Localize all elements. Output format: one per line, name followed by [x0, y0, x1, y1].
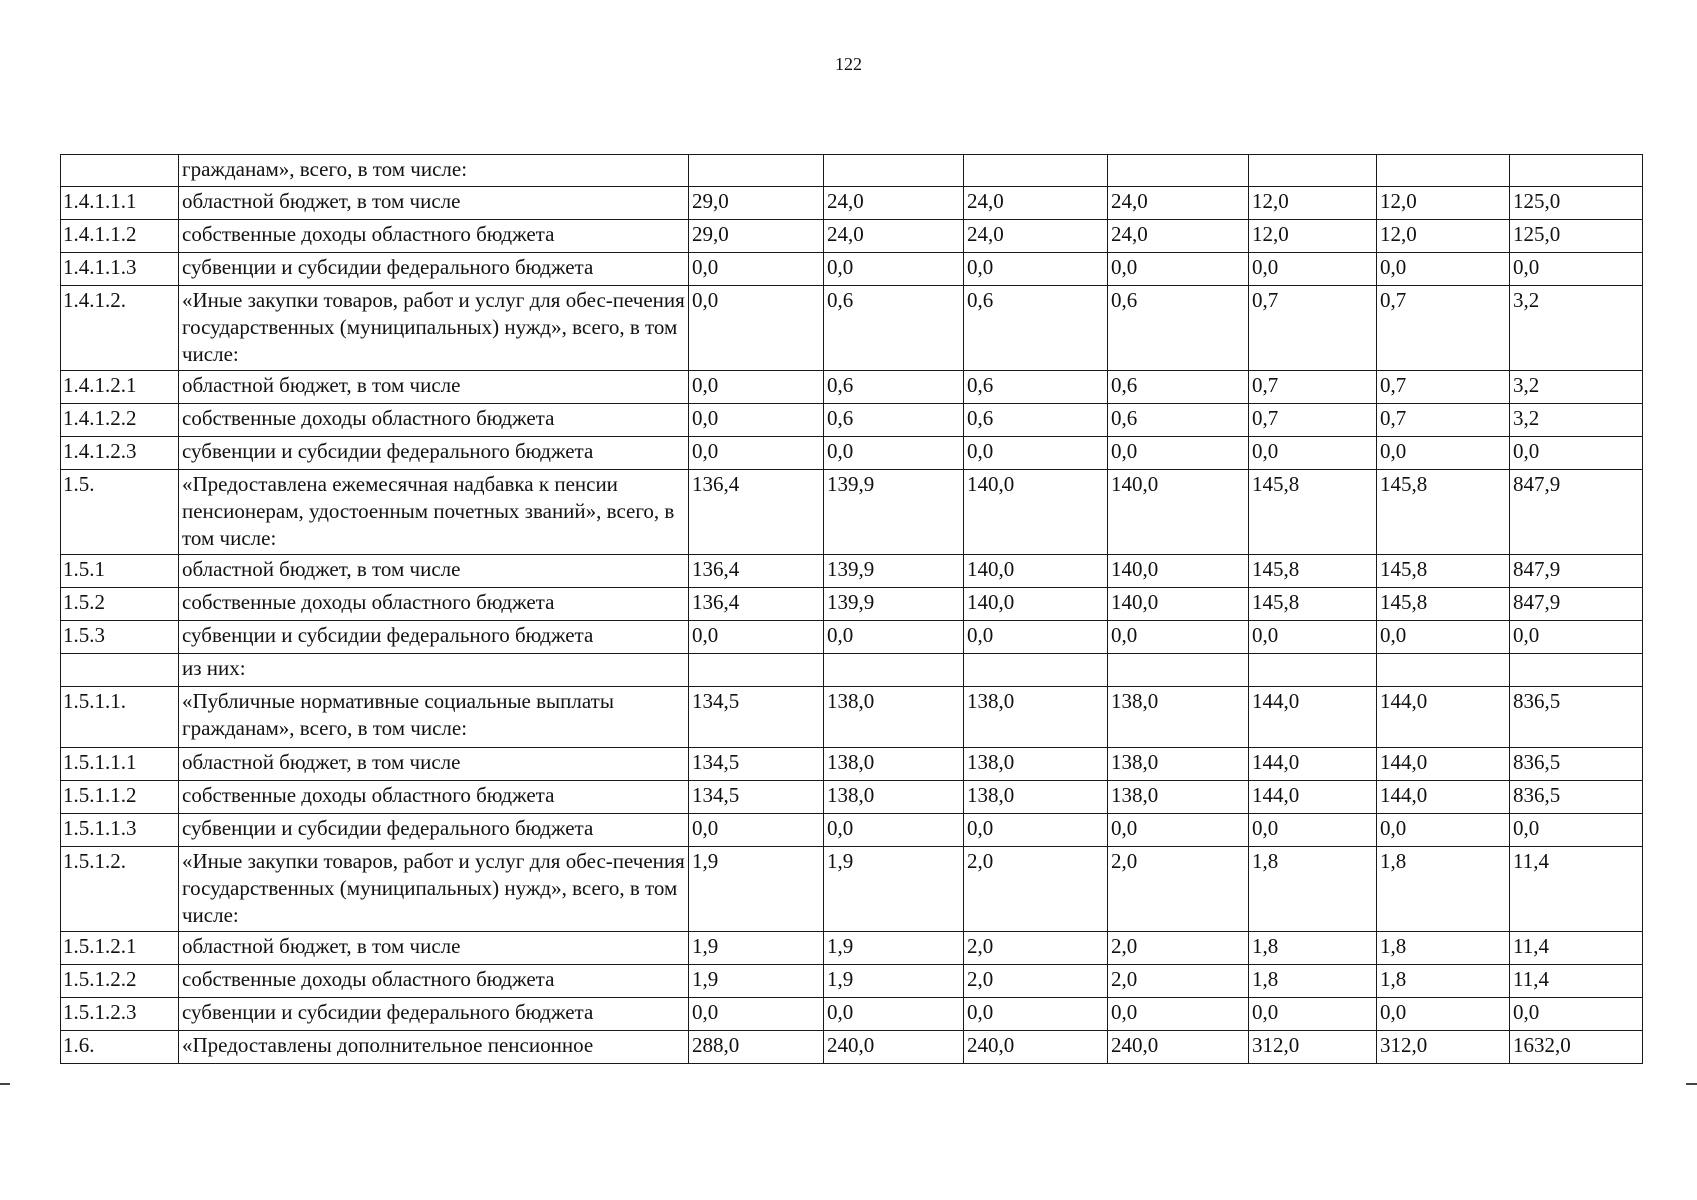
- table-row: [61, 1031, 1643, 1064]
- value-cell: 1,9: [689, 965, 824, 998]
- value-cell: 0,0: [689, 371, 824, 404]
- value-cell: 0,0: [964, 998, 1108, 1031]
- value-cell: 1,8: [1377, 847, 1510, 932]
- row-code: 1.5.1.2.: [61, 847, 179, 932]
- value-cell: 125,0: [1510, 187, 1643, 220]
- value-cell: 0,0: [689, 253, 824, 286]
- row-code: 1.5.1.1.: [61, 687, 179, 748]
- value-cell: 0,0: [1377, 814, 1510, 847]
- value-cell: 1,9: [824, 965, 964, 998]
- left-margin-mark: [0, 1083, 10, 1085]
- value-cell: 1,8: [1377, 932, 1510, 965]
- row-code: 1.6.: [61, 1031, 179, 1064]
- value-cell: 0,0: [1510, 621, 1643, 654]
- row-description: «Предоставлены дополнительное пенсионное: [179, 1031, 689, 1064]
- value-cell: 12,0: [1249, 220, 1377, 253]
- row-description: областной бюджет, в том числе: [179, 932, 689, 965]
- row-code: 1.5.: [61, 470, 179, 555]
- value-cell: 140,0: [964, 555, 1108, 588]
- value-cell: 0,0: [689, 814, 824, 847]
- value-cell: 0,6: [1108, 371, 1249, 404]
- table-body: [61, 155, 1643, 1064]
- value-cell: 0,0: [1249, 814, 1377, 847]
- value-cell: 24,0: [824, 187, 964, 220]
- table-row: [61, 748, 1643, 781]
- value-cell: 29,0: [689, 187, 824, 220]
- value-cell: 145,8: [1249, 588, 1377, 621]
- row-code: 1.5.1.1.1: [61, 748, 179, 781]
- value-cell: 134,5: [689, 781, 824, 814]
- row-description: субвенции и субсидии федерального бюджета: [179, 437, 689, 470]
- value-cell: 0,0: [1510, 998, 1643, 1031]
- row-description: собственные доходы областного бюджета: [179, 781, 689, 814]
- value-cell: 140,0: [1108, 470, 1249, 555]
- row-code: 1.5.1.2.1: [61, 932, 179, 965]
- value-cell: 240,0: [824, 1031, 964, 1064]
- row-code: 1.5.1: [61, 555, 179, 588]
- value-cell: 12,0: [1377, 187, 1510, 220]
- value-cell: 0,0: [824, 253, 964, 286]
- value-cell: 0,6: [964, 286, 1108, 371]
- row-code: [61, 654, 179, 687]
- value-cell: 138,0: [964, 687, 1108, 748]
- row-description: «Иные закупки товаров, работ и услуг для обес-печения государственных (муниципальных) нужд», всего, в том числе:: [179, 847, 689, 932]
- value-cell: 12,0: [1377, 220, 1510, 253]
- value-cell: 24,0: [964, 220, 1108, 253]
- table-row: [61, 286, 1643, 371]
- row-description: областной бюджет, в том числе: [179, 555, 689, 588]
- value-cell: 2,0: [1108, 932, 1249, 965]
- page-number: 122: [835, 54, 862, 74]
- value-cell: 24,0: [1108, 187, 1249, 220]
- value-cell: 2,0: [1108, 847, 1249, 932]
- row-description: собственные доходы областного бюджета: [179, 965, 689, 998]
- value-cell: 0,7: [1249, 371, 1377, 404]
- value-cell: [1249, 654, 1377, 687]
- value-cell: 1,9: [824, 847, 964, 932]
- row-code: 1.5.3: [61, 621, 179, 654]
- value-cell: [1377, 155, 1510, 187]
- value-cell: 3,2: [1510, 286, 1643, 371]
- row-code: 1.5.1.1.2: [61, 781, 179, 814]
- value-cell: 144,0: [1377, 781, 1510, 814]
- value-cell: 145,8: [1377, 470, 1510, 555]
- row-description: «Публичные нормативные социальные выплаты гражданам», всего, в том числе:: [179, 687, 689, 748]
- value-cell: 144,0: [1249, 748, 1377, 781]
- value-cell: [1510, 155, 1643, 187]
- row-description: собственные доходы областного бюджета: [179, 220, 689, 253]
- value-cell: 1,9: [824, 932, 964, 965]
- value-cell: 138,0: [1108, 748, 1249, 781]
- value-cell: 0,0: [1249, 998, 1377, 1031]
- table-row: [61, 253, 1643, 286]
- table-row: [61, 654, 1643, 687]
- value-cell: 138,0: [824, 687, 964, 748]
- value-cell: 1,8: [1249, 932, 1377, 965]
- table-row: [61, 687, 1643, 748]
- row-description: из них:: [179, 654, 689, 687]
- value-cell: 144,0: [1377, 687, 1510, 748]
- value-cell: 0,0: [1108, 437, 1249, 470]
- row-description: гражданам», всего, в том числе:: [179, 155, 689, 187]
- row-description: субвенции и субсидии федерального бюджета: [179, 253, 689, 286]
- value-cell: 136,4: [689, 588, 824, 621]
- value-cell: [689, 155, 824, 187]
- table-row: [61, 404, 1643, 437]
- value-cell: 12,0: [1249, 187, 1377, 220]
- row-description: областной бюджет, в том числе: [179, 371, 689, 404]
- value-cell: 1,8: [1377, 965, 1510, 998]
- row-code: 1.4.1.2.3: [61, 437, 179, 470]
- value-cell: 1,8: [1249, 847, 1377, 932]
- value-cell: 145,8: [1377, 555, 1510, 588]
- row-code: 1.5.1.2.3: [61, 998, 179, 1031]
- value-cell: 140,0: [964, 588, 1108, 621]
- value-cell: 0,0: [689, 404, 824, 437]
- value-cell: 0,0: [1510, 253, 1643, 286]
- value-cell: [1510, 654, 1643, 687]
- value-cell: 0,0: [1377, 437, 1510, 470]
- value-cell: 140,0: [1108, 555, 1249, 588]
- value-cell: 0,0: [1249, 621, 1377, 654]
- value-cell: 29,0: [689, 220, 824, 253]
- value-cell: 145,8: [1377, 588, 1510, 621]
- value-cell: 0,6: [824, 404, 964, 437]
- value-cell: 138,0: [824, 781, 964, 814]
- row-code: 1.5.2: [61, 588, 179, 621]
- value-cell: 0,0: [689, 286, 824, 371]
- value-cell: 138,0: [824, 748, 964, 781]
- value-cell: 240,0: [964, 1031, 1108, 1064]
- row-description: собственные доходы областного бюджета: [179, 588, 689, 621]
- value-cell: 144,0: [1377, 748, 1510, 781]
- value-cell: 1,9: [689, 932, 824, 965]
- value-cell: 144,0: [1249, 781, 1377, 814]
- value-cell: 136,4: [689, 555, 824, 588]
- value-cell: 0,0: [1108, 814, 1249, 847]
- value-cell: 138,0: [964, 781, 1108, 814]
- value-cell: 0,7: [1249, 286, 1377, 371]
- table-row: [61, 220, 1643, 253]
- value-cell: [1108, 654, 1249, 687]
- value-cell: 240,0: [1108, 1031, 1249, 1064]
- value-cell: 145,8: [1249, 470, 1377, 555]
- value-cell: 2,0: [964, 932, 1108, 965]
- value-cell: 0,0: [1108, 998, 1249, 1031]
- value-cell: 0,0: [824, 621, 964, 654]
- table-row: [61, 187, 1643, 220]
- row-code: 1.4.1.2.1: [61, 371, 179, 404]
- table-row: [61, 781, 1643, 814]
- value-cell: 312,0: [1249, 1031, 1377, 1064]
- value-cell: 24,0: [1108, 220, 1249, 253]
- value-cell: [964, 155, 1108, 187]
- value-cell: 836,5: [1510, 781, 1643, 814]
- value-cell: 0,0: [689, 437, 824, 470]
- value-cell: 125,0: [1510, 220, 1643, 253]
- value-cell: 0,0: [689, 998, 824, 1031]
- row-code: [61, 155, 179, 187]
- value-cell: 0,6: [1108, 404, 1249, 437]
- value-cell: 3,2: [1510, 371, 1643, 404]
- row-code: 1.4.1.1.2: [61, 220, 179, 253]
- value-cell: 139,9: [824, 588, 964, 621]
- value-cell: [689, 654, 824, 687]
- table-row: [61, 621, 1643, 654]
- value-cell: 0,0: [1108, 621, 1249, 654]
- value-cell: 139,9: [824, 470, 964, 555]
- value-cell: 0,7: [1377, 404, 1510, 437]
- row-description: собственные доходы областного бюджета: [179, 404, 689, 437]
- value-cell: 0,0: [1377, 998, 1510, 1031]
- value-cell: 145,8: [1249, 555, 1377, 588]
- table-row: [61, 155, 1643, 187]
- value-cell: 11,4: [1510, 932, 1643, 965]
- value-cell: 134,5: [689, 748, 824, 781]
- table-row: [61, 932, 1643, 965]
- value-cell: 1,8: [1249, 965, 1377, 998]
- value-cell: 136,4: [689, 470, 824, 555]
- row-description: субвенции и субсидии федерального бюджета: [179, 814, 689, 847]
- row-description: областной бюджет, в том числе: [179, 748, 689, 781]
- row-code: 1.5.1.1.3: [61, 814, 179, 847]
- value-cell: 0,0: [1510, 814, 1643, 847]
- table-row: [61, 470, 1643, 555]
- row-description: субвенции и субсидии федерального бюджета: [179, 998, 689, 1031]
- value-cell: 0,6: [964, 371, 1108, 404]
- value-cell: 847,9: [1510, 470, 1643, 555]
- value-cell: 0,6: [1108, 286, 1249, 371]
- value-cell: 0,0: [824, 814, 964, 847]
- row-code: 1.4.1.2.: [61, 286, 179, 371]
- budget-table: [60, 154, 1643, 1064]
- value-cell: 1632,0: [1510, 1031, 1643, 1064]
- value-cell: 138,0: [964, 748, 1108, 781]
- value-cell: 3,2: [1510, 404, 1643, 437]
- value-cell: 836,5: [1510, 748, 1643, 781]
- value-cell: 0,0: [1249, 253, 1377, 286]
- row-description: «Иные закупки товаров, работ и услуг для обес-печения государственных (муниципальных) нужд», всего, в том числе:: [179, 286, 689, 371]
- value-cell: 0,0: [964, 621, 1108, 654]
- value-cell: [824, 155, 964, 187]
- row-description: «Предоставлена ежемесячная надбавка к пенсии пенсионерам, удостоенным почетных званий», всего, в том числе:: [179, 470, 689, 555]
- value-cell: [1108, 155, 1249, 187]
- value-cell: 0,7: [1249, 404, 1377, 437]
- table-row: [61, 437, 1643, 470]
- row-code: 1.4.1.1.3: [61, 253, 179, 286]
- value-cell: 0,0: [1377, 253, 1510, 286]
- value-cell: 0,7: [1377, 286, 1510, 371]
- value-cell: 0,0: [964, 437, 1108, 470]
- value-cell: 0,0: [1249, 437, 1377, 470]
- value-cell: 140,0: [964, 470, 1108, 555]
- value-cell: 0,0: [1108, 253, 1249, 286]
- value-cell: 24,0: [824, 220, 964, 253]
- row-code: 1.5.1.2.2: [61, 965, 179, 998]
- value-cell: 11,4: [1510, 965, 1643, 998]
- value-cell: 847,9: [1510, 588, 1643, 621]
- right-margin-mark: [1686, 1083, 1697, 1085]
- value-cell: 2,0: [964, 965, 1108, 998]
- table-row: [61, 998, 1643, 1031]
- value-cell: 134,5: [689, 687, 824, 748]
- row-code: 1.4.1.1.1: [61, 187, 179, 220]
- value-cell: 138,0: [1108, 781, 1249, 814]
- table-row: [61, 965, 1643, 998]
- value-cell: 0,0: [1510, 437, 1643, 470]
- value-cell: 836,5: [1510, 687, 1643, 748]
- value-cell: 0,7: [1377, 371, 1510, 404]
- value-cell: 139,9: [824, 555, 964, 588]
- value-cell: 0,0: [824, 437, 964, 470]
- value-cell: 1,9: [689, 847, 824, 932]
- value-cell: 2,0: [964, 847, 1108, 932]
- value-cell: 312,0: [1377, 1031, 1510, 1064]
- value-cell: 144,0: [1249, 687, 1377, 748]
- value-cell: 11,4: [1510, 847, 1643, 932]
- table-row: [61, 847, 1643, 932]
- value-cell: 2,0: [1108, 965, 1249, 998]
- value-cell: 0,0: [689, 621, 824, 654]
- table-row: [61, 814, 1643, 847]
- value-cell: 288,0: [689, 1031, 824, 1064]
- value-cell: 138,0: [1108, 687, 1249, 748]
- row-description: субвенции и субсидии федерального бюджета: [179, 621, 689, 654]
- value-cell: 140,0: [1108, 588, 1249, 621]
- value-cell: 0,0: [964, 253, 1108, 286]
- value-cell: 0,0: [824, 998, 964, 1031]
- value-cell: 0,6: [824, 286, 964, 371]
- value-cell: 0,6: [824, 371, 964, 404]
- row-code: 1.4.1.2.2: [61, 404, 179, 437]
- table-row: [61, 555, 1643, 588]
- value-cell: [824, 654, 964, 687]
- value-cell: 0,0: [964, 814, 1108, 847]
- value-cell: 0,6: [964, 404, 1108, 437]
- row-description: областной бюджет, в том числе: [179, 187, 689, 220]
- table-row: [61, 588, 1643, 621]
- value-cell: 24,0: [964, 187, 1108, 220]
- value-cell: [1377, 654, 1510, 687]
- value-cell: [1249, 155, 1377, 187]
- value-cell: 847,9: [1510, 555, 1643, 588]
- table-row: [61, 371, 1643, 404]
- value-cell: [964, 654, 1108, 687]
- value-cell: 0,0: [1377, 621, 1510, 654]
